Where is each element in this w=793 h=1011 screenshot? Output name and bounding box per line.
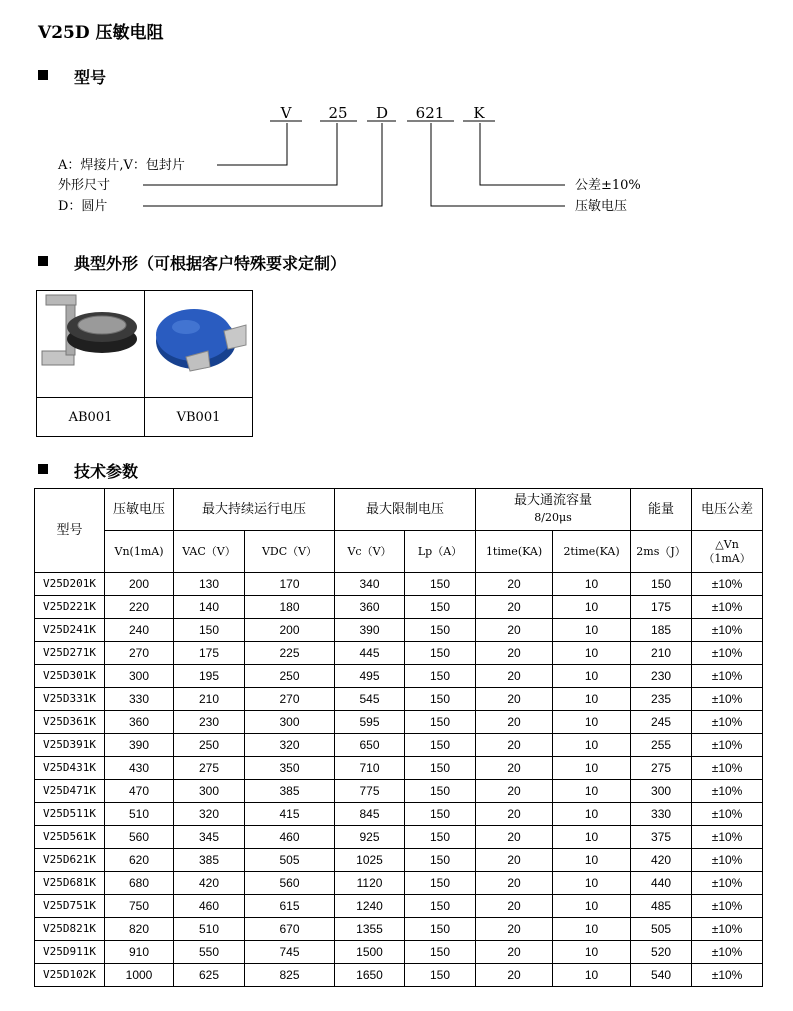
cell-vac: 345	[174, 826, 245, 849]
cell-tolerance: ±10%	[692, 573, 763, 596]
cell-vc: 340	[335, 573, 405, 596]
header-varistor-voltage: 压敏电压	[105, 489, 174, 531]
cell-energy: 210	[631, 642, 692, 665]
cell-vac: 300	[174, 780, 245, 803]
table-row	[35, 642, 763, 665]
subheader-lp: Lp（A）	[405, 531, 476, 573]
cell-vac: 625	[174, 964, 245, 987]
cell-tolerance: ±10%	[692, 619, 763, 642]
cell-lp: 150	[405, 803, 476, 826]
cell-lp: 150	[405, 895, 476, 918]
cell-surge-1time: 20	[476, 642, 553, 665]
cell-tolerance: ±10%	[692, 964, 763, 987]
cell-tolerance: ±10%	[692, 711, 763, 734]
cell-vc: 1025	[335, 849, 405, 872]
label-tolerance: 公差±10%	[575, 178, 641, 193]
header-max-surge	[476, 489, 631, 531]
cell-energy: 540	[631, 964, 692, 987]
cell-vdc: 415	[245, 803, 335, 826]
cell-vn: 750	[105, 895, 174, 918]
table-row	[35, 665, 763, 688]
cell-energy: 150	[631, 573, 692, 596]
cell-vn: 680	[105, 872, 174, 895]
table-row	[35, 688, 763, 711]
cell-tolerance: ±10%	[692, 803, 763, 826]
cell-energy: 235	[631, 688, 692, 711]
cell-vdc: 560	[245, 872, 335, 895]
shape-table	[36, 290, 253, 437]
cell-vdc: 460	[245, 826, 335, 849]
cell-vn: 220	[105, 596, 174, 619]
cell-vc: 390	[335, 619, 405, 642]
cell-energy: 245	[631, 711, 692, 734]
cell-vdc: 825	[245, 964, 335, 987]
cell-vc: 360	[335, 596, 405, 619]
cell-vac: 230	[174, 711, 245, 734]
cell-vac: 210	[174, 688, 245, 711]
weld-tab-top	[46, 295, 76, 305]
cell-surge-1time: 20	[476, 757, 553, 780]
table-row	[35, 711, 763, 734]
shape-image-cell-ab001	[37, 291, 145, 398]
cell-vc: 1500	[335, 941, 405, 964]
section-params-title: 技术参数	[74, 462, 139, 481]
cell-model: V25D391K	[35, 734, 105, 757]
leader-line-lead-type	[217, 123, 287, 165]
cell-surge-2time: 10	[553, 849, 631, 872]
cell-surge-2time: 10	[553, 964, 631, 987]
cell-vdc: 300	[245, 711, 335, 734]
cell-surge-1time: 20	[476, 895, 553, 918]
cell-vdc: 225	[245, 642, 335, 665]
cell-model: V25D561K	[35, 826, 105, 849]
cell-energy: 175	[631, 596, 692, 619]
cell-surge-2time: 10	[553, 895, 631, 918]
header-max-clamp: 最大限制电压	[335, 489, 476, 531]
cell-vn: 820	[105, 918, 174, 941]
cell-model: V25D331K	[35, 688, 105, 711]
cell-vc: 545	[335, 688, 405, 711]
table-row	[35, 941, 763, 964]
section-shapes-title: 典型外形（可根据客户特殊要求定制）	[74, 254, 347, 273]
cell-vc: 775	[335, 780, 405, 803]
cell-tolerance: ±10%	[692, 941, 763, 964]
cell-lp: 150	[405, 757, 476, 780]
cell-tolerance: ±10%	[692, 826, 763, 849]
subheader-2time: 2time(KA)	[553, 531, 631, 573]
cell-vdc: 350	[245, 757, 335, 780]
cell-energy: 420	[631, 849, 692, 872]
table-row	[35, 895, 763, 918]
table-row	[35, 734, 763, 757]
varistor-ab001-image	[38, 291, 143, 393]
cell-surge-1time: 20	[476, 711, 553, 734]
cell-tolerance: ±10%	[692, 918, 763, 941]
cell-model: V25D911K	[35, 941, 105, 964]
cell-model: V25D681K	[35, 872, 105, 895]
section-model-title: 型号	[74, 68, 107, 87]
cell-vn: 360	[105, 711, 174, 734]
cell-lp: 150	[405, 734, 476, 757]
cell-vc: 495	[335, 665, 405, 688]
cell-vac: 550	[174, 941, 245, 964]
cell-vn: 430	[105, 757, 174, 780]
cell-vac: 460	[174, 895, 245, 918]
cell-vac: 510	[174, 918, 245, 941]
bullet-square-icon	[38, 256, 48, 266]
cell-vn: 1000	[105, 964, 174, 987]
cell-surge-1time: 20	[476, 803, 553, 826]
table-row	[35, 964, 763, 987]
cell-surge-1time: 20	[476, 849, 553, 872]
varistor-vb001-image	[146, 291, 251, 393]
cell-tolerance: ±10%	[692, 734, 763, 757]
cell-energy: 185	[631, 619, 692, 642]
cell-lp: 150	[405, 918, 476, 941]
cell-surge-2time: 10	[553, 711, 631, 734]
cell-vn: 300	[105, 665, 174, 688]
cell-lp: 150	[405, 665, 476, 688]
label-size: 外形尺寸	[58, 178, 111, 193]
cell-vn: 330	[105, 688, 174, 711]
cell-energy: 505	[631, 918, 692, 941]
cell-vdc: 385	[245, 780, 335, 803]
subheader-vac: VAC（V）	[174, 531, 245, 573]
subheader-tolerance-line1: △Vn	[715, 537, 739, 551]
table-row	[35, 849, 763, 872]
subheader-tolerance-line2: （1mA）	[703, 551, 751, 565]
cell-vac: 385	[174, 849, 245, 872]
cell-vac: 275	[174, 757, 245, 780]
cell-surge-2time: 10	[553, 872, 631, 895]
leader-line-size	[143, 123, 337, 185]
cell-tolerance: ±10%	[692, 895, 763, 918]
cell-vc: 650	[335, 734, 405, 757]
cell-vc: 1355	[335, 918, 405, 941]
cell-vdc: 200	[245, 619, 335, 642]
cell-surge-1time: 20	[476, 734, 553, 757]
cell-lp: 150	[405, 826, 476, 849]
cell-vn: 910	[105, 941, 174, 964]
cell-surge-2time: 10	[553, 734, 631, 757]
cell-surge-1time: 20	[476, 918, 553, 941]
cell-vc: 1240	[335, 895, 405, 918]
table-row	[35, 619, 763, 642]
cell-vac: 150	[174, 619, 245, 642]
table-row	[35, 596, 763, 619]
cell-lp: 150	[405, 688, 476, 711]
code-char-621: 621	[415, 104, 445, 122]
cell-energy: 485	[631, 895, 692, 918]
cell-vdc: 505	[245, 849, 335, 872]
cell-model: V25D221K	[35, 596, 105, 619]
leader-line-voltage	[431, 123, 565, 206]
cell-surge-1time: 20	[476, 826, 553, 849]
cell-vn: 510	[105, 803, 174, 826]
cell-surge-2time: 10	[553, 941, 631, 964]
shape-code-vb001: VB001	[145, 398, 253, 437]
cell-energy: 230	[631, 665, 692, 688]
cell-vc: 1650	[335, 964, 405, 987]
header-energy: 能量	[631, 489, 692, 531]
cell-vn: 560	[105, 826, 174, 849]
cell-surge-1time: 20	[476, 872, 553, 895]
spec-table	[34, 488, 763, 987]
subheader-vc: Vc（V）	[335, 531, 405, 573]
cell-surge-2time: 10	[553, 665, 631, 688]
cell-lp: 150	[405, 596, 476, 619]
cell-lp: 150	[405, 642, 476, 665]
disc-body-coated	[156, 309, 232, 361]
cell-energy: 255	[631, 734, 692, 757]
cell-vc: 595	[335, 711, 405, 734]
header-max-surge-sub: 8/20μs	[534, 511, 572, 524]
subheader-1time: 1time(KA)	[476, 531, 553, 573]
cell-energy: 440	[631, 872, 692, 895]
table-row	[35, 803, 763, 826]
code-char-d: D	[375, 104, 389, 122]
cell-surge-2time: 10	[553, 596, 631, 619]
cell-energy: 375	[631, 826, 692, 849]
cell-vdc: 670	[245, 918, 335, 941]
bullet-square-icon	[38, 464, 48, 474]
cell-model: V25D821K	[35, 918, 105, 941]
cell-tolerance: ±10%	[692, 849, 763, 872]
cell-vn: 240	[105, 619, 174, 642]
cell-vc: 925	[335, 826, 405, 849]
disc-highlight	[172, 320, 200, 334]
cell-lp: 150	[405, 872, 476, 895]
cell-vn: 390	[105, 734, 174, 757]
cell-energy: 275	[631, 757, 692, 780]
cell-surge-2time: 10	[553, 642, 631, 665]
code-char-25: 25	[328, 104, 348, 122]
cell-vn: 270	[105, 642, 174, 665]
label-lead-type: A：焊接片,V：包封片	[58, 158, 185, 173]
shape-code-ab001: AB001	[37, 398, 145, 437]
header-tolerance: 电压公差	[692, 489, 763, 531]
cell-surge-1time: 20	[476, 964, 553, 987]
cell-vdc: 615	[245, 895, 335, 918]
table-row	[35, 826, 763, 849]
cell-model: V25D431K	[35, 757, 105, 780]
leader-line-tolerance	[480, 123, 565, 185]
cell-surge-2time: 10	[553, 918, 631, 941]
cell-model: V25D621K	[35, 849, 105, 872]
cell-tolerance: ±10%	[692, 757, 763, 780]
cell-surge-1time: 20	[476, 619, 553, 642]
cell-vc: 710	[335, 757, 405, 780]
cell-vc: 445	[335, 642, 405, 665]
cell-lp: 150	[405, 964, 476, 987]
cell-vn: 470	[105, 780, 174, 803]
table-row	[35, 918, 763, 941]
cell-lp: 150	[405, 711, 476, 734]
cell-model: V25D201K	[35, 573, 105, 596]
cell-tolerance: ±10%	[692, 872, 763, 895]
cell-surge-2time: 10	[553, 688, 631, 711]
cell-lp: 150	[405, 573, 476, 596]
cell-tolerance: ±10%	[692, 642, 763, 665]
cell-surge-1time: 20	[476, 596, 553, 619]
model-code-diagram	[0, 0, 793, 230]
cell-vdc: 170	[245, 573, 335, 596]
cell-tolerance: ±10%	[692, 596, 763, 619]
cell-model: V25D511K	[35, 803, 105, 826]
cell-vdc: 320	[245, 734, 335, 757]
cell-surge-1time: 20	[476, 573, 553, 596]
cell-lp: 150	[405, 849, 476, 872]
cell-model: V25D361K	[35, 711, 105, 734]
cell-tolerance: ±10%	[692, 688, 763, 711]
subheader-vn: Vn(1mA)	[105, 531, 174, 573]
cell-vdc: 745	[245, 941, 335, 964]
cell-vc: 1120	[335, 872, 405, 895]
header-max-surge-title: 最大通流容量	[514, 493, 593, 508]
subheader-energy: 2ms（J）	[631, 531, 692, 573]
disc-electrode	[78, 316, 126, 334]
cell-model: V25D751K	[35, 895, 105, 918]
cell-model: V25D271K	[35, 642, 105, 665]
cell-surge-2time: 10	[553, 780, 631, 803]
code-char-v: V	[280, 104, 292, 122]
cell-tolerance: ±10%	[692, 780, 763, 803]
cell-surge-1time: 20	[476, 688, 553, 711]
header-model: 型号	[35, 489, 105, 573]
cell-lp: 150	[405, 780, 476, 803]
label-voltage: 压敏电压	[575, 199, 628, 214]
cell-vdc: 250	[245, 665, 335, 688]
code-char-k: K	[473, 104, 485, 122]
cell-model: V25D301K	[35, 665, 105, 688]
page-title: V25D 压敏电阻	[38, 23, 164, 43]
cell-surge-1time: 20	[476, 941, 553, 964]
cell-energy: 330	[631, 803, 692, 826]
cell-vac: 250	[174, 734, 245, 757]
table-row	[35, 780, 763, 803]
cell-surge-1time: 20	[476, 665, 553, 688]
cell-surge-2time: 10	[553, 803, 631, 826]
cell-vn: 200	[105, 573, 174, 596]
cell-surge-1time: 20	[476, 780, 553, 803]
header-max-continuous: 最大持续运行电压	[174, 489, 335, 531]
cell-vdc: 270	[245, 688, 335, 711]
cell-model: V25D241K	[35, 619, 105, 642]
cell-surge-2time: 10	[553, 573, 631, 596]
cell-vdc: 180	[245, 596, 335, 619]
table-row	[35, 757, 763, 780]
cell-vac: 175	[174, 642, 245, 665]
cell-vn: 620	[105, 849, 174, 872]
label-disc: D：圆片	[58, 199, 108, 214]
table-row	[35, 872, 763, 895]
subheader-vdc: VDC（V）	[245, 531, 335, 573]
cell-vac: 140	[174, 596, 245, 619]
cell-vac: 130	[174, 573, 245, 596]
cell-vc: 845	[335, 803, 405, 826]
cell-vac: 420	[174, 872, 245, 895]
cell-energy: 300	[631, 780, 692, 803]
cell-energy: 520	[631, 941, 692, 964]
spec-table-body	[35, 573, 763, 987]
cell-model: V25D102K	[35, 964, 105, 987]
cell-surge-2time: 10	[553, 619, 631, 642]
shape-image-cell-vb001	[145, 291, 253, 398]
cell-vac: 195	[174, 665, 245, 688]
cell-surge-2time: 10	[553, 757, 631, 780]
cell-lp: 150	[405, 941, 476, 964]
subheader-tolerance	[692, 531, 763, 573]
cell-vac: 320	[174, 803, 245, 826]
cell-surge-2time: 10	[553, 826, 631, 849]
cell-tolerance: ±10%	[692, 665, 763, 688]
cell-lp: 150	[405, 619, 476, 642]
cell-model: V25D471K	[35, 780, 105, 803]
table-row	[35, 573, 763, 596]
